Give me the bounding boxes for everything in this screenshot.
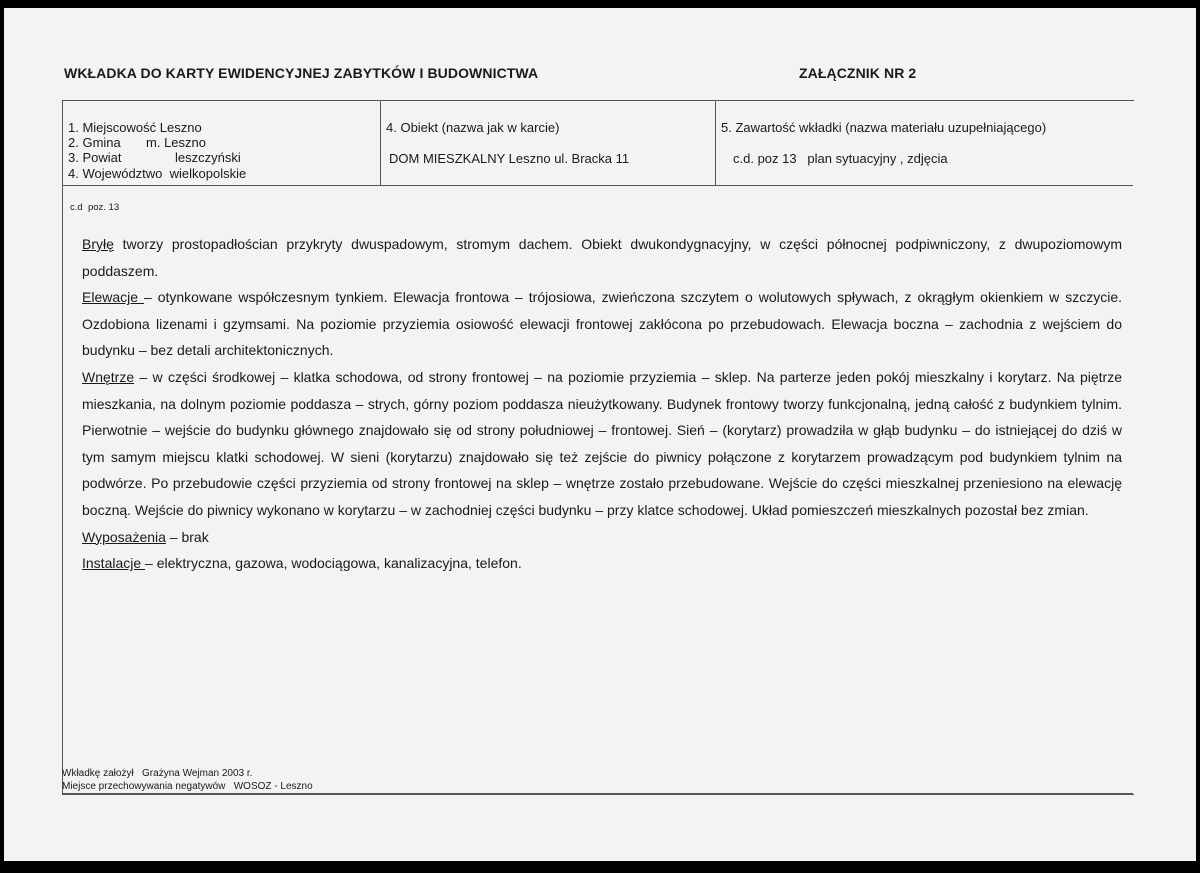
section-heading: Elewacje (82, 289, 144, 306)
section-furnishings (82, 524, 1122, 551)
object-label: 4. Obiekt (nazwa jak w karcie) (386, 120, 560, 135)
description-body (82, 231, 1122, 577)
section-elevations (82, 284, 1122, 364)
section-text: – otynkowane współczesnym tynkiem. Elewacja frontowa – trójosiowa, zwieńczona szczytem o wolutowych spływach, z okrągłym okienkiem w szczycie. Ozdobiona lizenami i gzymsami. Na poziomie przyziemia osiowość elewacji frontowej zakłócona po przebudowach. Elewacja boczna – zachodnia z wejściem do budynku – bez detali architektonicznych. (82, 289, 1123, 359)
section-form (82, 231, 1122, 284)
document-title: WKŁADKA DO KARTY EWIDENCYJNEJ ZABYTKÓW I BUDOWNICTWA (64, 65, 539, 81)
section-heading: Instalacje (82, 555, 146, 572)
attachment-number: ZAŁĄCZNIK NR 2 (799, 65, 917, 81)
section-heading: Wyposażenia (82, 528, 166, 545)
section-text: – brak (165, 528, 209, 545)
location-district-value: leszczyński (175, 150, 241, 165)
section-heading: Bryłę (82, 236, 114, 252)
footer-line (62, 793, 1133, 794)
footer-negatives-location: Miejsce przechowywania negatywów WOSOZ - Leszno (62, 781, 313, 792)
section-interior (82, 364, 1122, 524)
continuation-label: c.d poz. 13 (70, 202, 120, 213)
footer-author: Wkładkę założył Grażyna Wejman 2003 r. (62, 768, 253, 779)
object-value: DOM MIESZKALNY Leszno ul. Bracka 11 (389, 151, 630, 166)
section-text: tworzy prostopadłościan przykryty dwuspadowym, stromym dachem. Obiekt dwukondygnacyjny, w części północnej podpiwniczony, z dwupoziomowym poddaszem. (82, 236, 1122, 279)
section-installations (82, 550, 1122, 577)
header-divider (62, 185, 1133, 186)
section-text: – w części środkowej – klatka schodowa, od strony frontowej – na poziomie przyziemia – sklep. Na parterze jeden pokój mieszkalny i korytarz. Na piętrze mieszkania, na dolnym poziomie poddasza – strych, górny poziom poddasza nieużytkowany. Budynek frontowy tworzy funkcjonalną, jedną całość z budynkiem tylnim. Pierwotnie – wejście do budynku głównego znajdowało się od strony południowej – frontowej. Sień – (korytarz) prowadziła w głąb budynku – do istniejącej do dziś w tym samym miejscu klatki schodowej. W sieni (korytarzu) znajdowało się też zejście do piwnicy połączone z korytarzem prowadzącym pod budynkiem tylnim na podwórze. Po przebudowie części przyziemia od strony frontowej na sklep – wnętrze zostało przebudowane. Wejście do części mieszkalnej przeniesiono na elewację boczną. Wejście do piwnicy wykonano w korytarzu – w zachodniej części budynku – przy klatce schodowej. Układ pomieszczeń mieszkalnych pozostał bez zmian. (82, 368, 1122, 518)
location-district-label: 3. Powiat (68, 150, 122, 165)
column-divider-1 (380, 100, 381, 186)
section-heading: Wnętrze (82, 368, 135, 385)
section-text: – elektryczna, gazowa, wodociągowa, kanalizacyjna, telefon. (145, 555, 522, 572)
location-town: 1. Miejscowość Leszno (68, 120, 202, 135)
column-divider-2 (715, 100, 716, 186)
location-voivodeship: 4. Województwo wielkopolskie (68, 166, 247, 181)
location-commune: 2. Gmina m. Leszno (68, 135, 206, 150)
contents-label: 5. Zawartość wkładki (nazwa materiału uzupełniającego) (721, 120, 1047, 135)
contents-value: c.d. poz 13 plan sytuacyjny , zdjęcia (733, 151, 948, 166)
